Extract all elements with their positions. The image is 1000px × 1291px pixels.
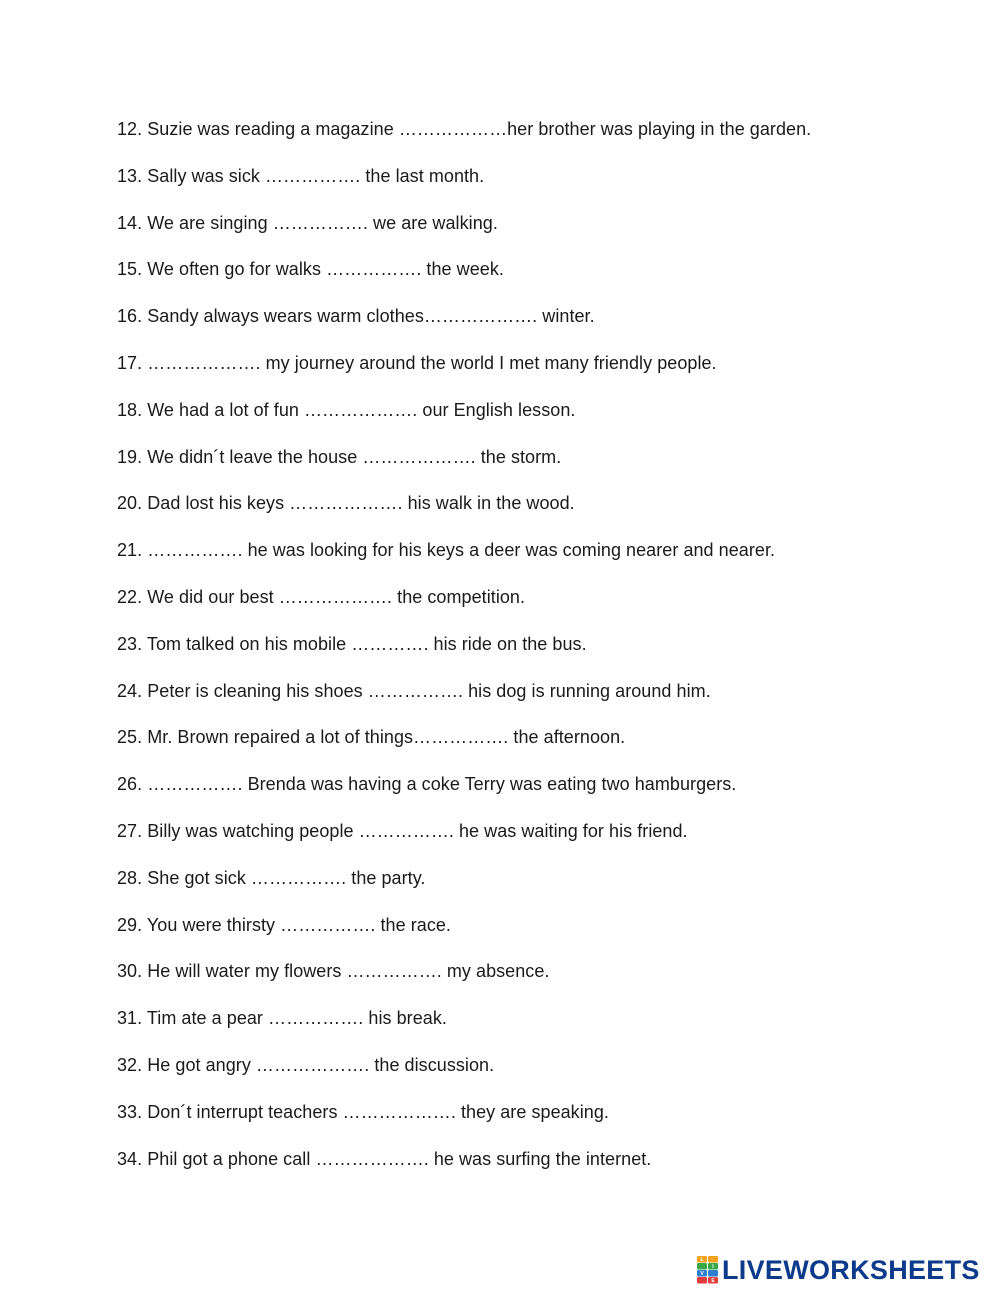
question-27: 27. Billy was watching people ……………. he was waiting for his friend. [117, 820, 688, 841]
question-25: 25. Mr. Brown repaired a lot of things……………. the afternoon. [117, 727, 626, 748]
svg-text:I: I [712, 1264, 714, 1271]
question-17: 17. ………………. my journey around the world I met many friendly people. [117, 352, 717, 373]
svg-text:L: L [700, 1257, 704, 1264]
question-31: 31. Tim ate a pear ……………. his break. [117, 1008, 447, 1029]
question-21: 21. ……………. he was looking for his keys a deer was coming nearer and nearer. [117, 540, 776, 561]
question-29: 29. You were thirsty ……………. the race. [117, 914, 451, 935]
question-34: 34. Phil got a phone call ………………. he was surfing the internet. [117, 1148, 652, 1169]
question-22: 22. We did our best ………………. the competition. [117, 586, 526, 607]
svg-text:V: V [700, 1271, 704, 1278]
question-13: 13. Sally was sick ……………. the last month. [117, 165, 485, 186]
question-14: 14. We are singing ……………. we are walking. [117, 212, 498, 233]
question-28: 28. She got sick ……………. the party. [117, 867, 426, 888]
question-12: 12. Suzie was reading a magazine ………………her brother was playing in the garden. [117, 119, 812, 139]
question-32: 32. He got angry ………………. the discussion. [117, 1054, 495, 1075]
question-30: 30. He will water my flowers ……………. my absence. [117, 961, 550, 982]
question-33: 33. Don´t interrupt teachers ………………. they are speaking. [117, 1101, 609, 1122]
question-16: 16. Sandy always wears warm clothes………………. winter. [117, 306, 595, 327]
brand-name: LIVEWORKSHEETS [722, 1255, 980, 1285]
liveworksheets-logo [697, 1254, 980, 1286]
question-24: 24. Peter is cleaning his shoes ……………. his dog is running around him. [117, 680, 711, 701]
liveworksheets-logo-icon [697, 1256, 719, 1284]
question-26: 26. ……………. Brenda was having a coke Terry was eating two hamburgers. [117, 774, 737, 795]
question-19: 19. We didn´t leave the house ………………. the storm. [117, 446, 562, 467]
worksheet-questions [117, 112, 977, 1188]
svg-text:E: E [711, 1278, 715, 1284]
question-18: 18. We had a lot of fun ………………. our English lesson. [117, 399, 576, 420]
question-23: 23. Tom talked on his mobile …………. his ride on the bus. [117, 633, 587, 654]
question-20: 20. Dad lost his keys ………………. his walk in the wood. [117, 493, 575, 514]
question-15: 15. We often go for walks ……………. the week. [117, 259, 504, 280]
